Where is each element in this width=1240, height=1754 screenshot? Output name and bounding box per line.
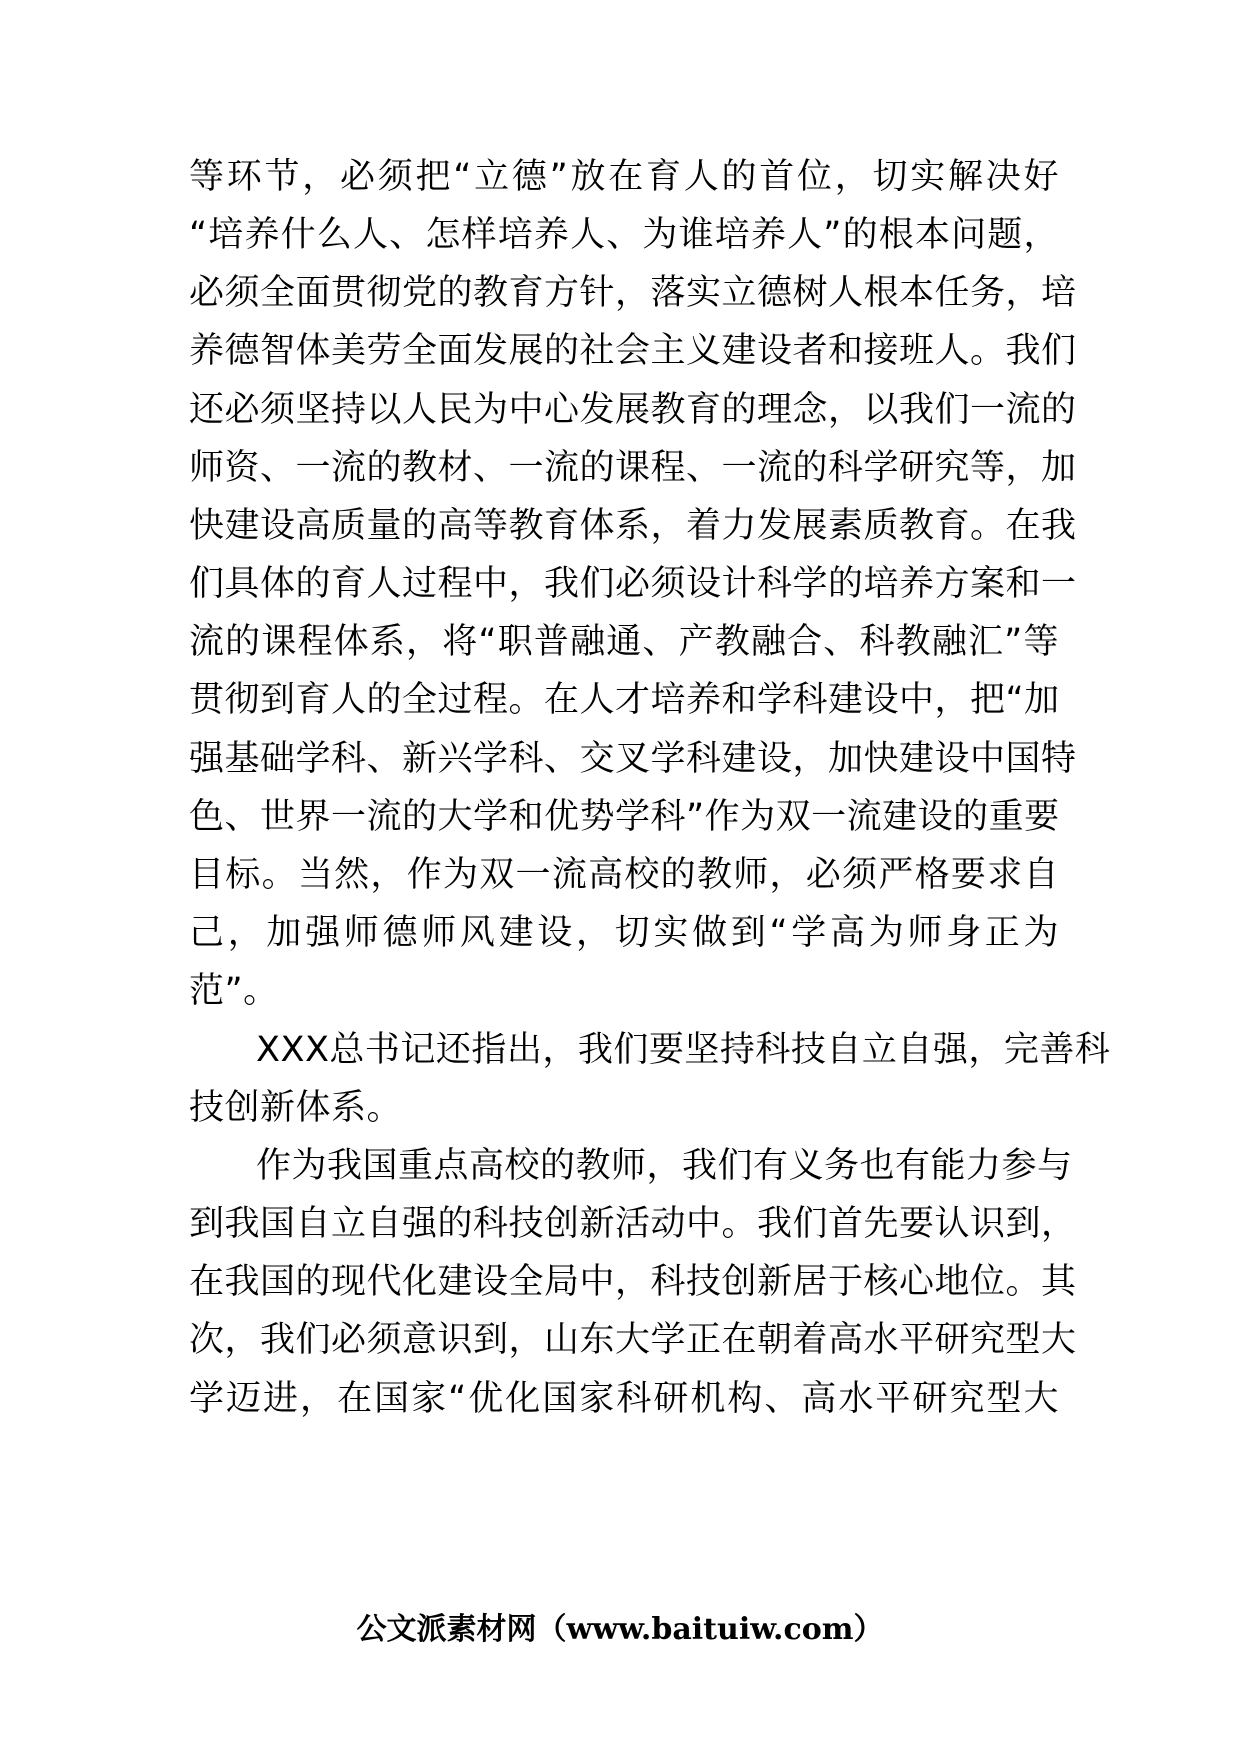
text-line-13: 目标。当然，作为双一流高校的教师，必须严格要求自 [189, 855, 1059, 895]
text-line-9: 流的课程体系，将“职普融通、产教融合、科教融汇”等 [189, 622, 1059, 662]
text-line-20: 在我国的现代化建设全局中，科技创新居于核心地位。其 [189, 1262, 1077, 1302]
text-line-15: 范”。 [189, 971, 279, 1011]
text-line-6: 师资、一流的教材、一流的课程、一流的科学研究等，加 [189, 448, 1077, 488]
text-line-2: “培养什么人、怎样培养人、为谁培养人”的根本问题， [189, 215, 1059, 255]
text-line-18: 作为我国重点高校的教师，我们有义务也有能力参与 [256, 1146, 1073, 1186]
text-line-19: 到我国自立自强的科技创新活动中。我们首先要认识到， [189, 1204, 1077, 1244]
text-line-10: 贯彻到育人的全过程。在人才培养和学科建设中，把“加 [189, 680, 1060, 720]
text-line-7: 快建设高质量的高等教育体系，着力发展素质教育。在我 [189, 506, 1077, 546]
text-line-4: 养德智体美劳全面发展的社会主义建设者和接班人。我们 [189, 331, 1077, 371]
text-line-21: 次，我们必须意识到，山东大学正在朝着高水平研究型大 [189, 1320, 1077, 1360]
text-line-12: 色、世界一流的大学和优势学科”作为双一流建设的重要 [189, 797, 1060, 837]
text-line-5: 还必须坚持以人民为中心发展教育的理念，以我们一流的 [189, 390, 1077, 430]
text-line-17: 技创新体系。 [189, 1088, 403, 1128]
text-line-14: 己，加强师德师风建设，切实做到“学高为师身正为 [189, 913, 1059, 953]
text-line-1: 等环节，必须把“立德”放在育人的首位，切实解决好 [189, 157, 1059, 197]
text-line-16: XXX总书记还指出，我们要坚持科技自立自强，完善科 [256, 1030, 1111, 1070]
text-line-11: 强基础学科、新兴学科、交叉学科建设，加快建设中国特 [189, 739, 1077, 779]
site-footer-watermark: 公文派素材网（www.baituiw.com） [356, 1612, 884, 1647]
text-line-3: 必须全面贯彻党的教育方针，落实立德树人根本任务，培 [189, 273, 1077, 313]
text-line-22: 学迈进，在国家“优化国家科研机构、高水平研究型大 [189, 1379, 1059, 1419]
text-line-8: 们具体的育人过程中，我们必须设计科学的培养方案和一 [189, 564, 1077, 604]
